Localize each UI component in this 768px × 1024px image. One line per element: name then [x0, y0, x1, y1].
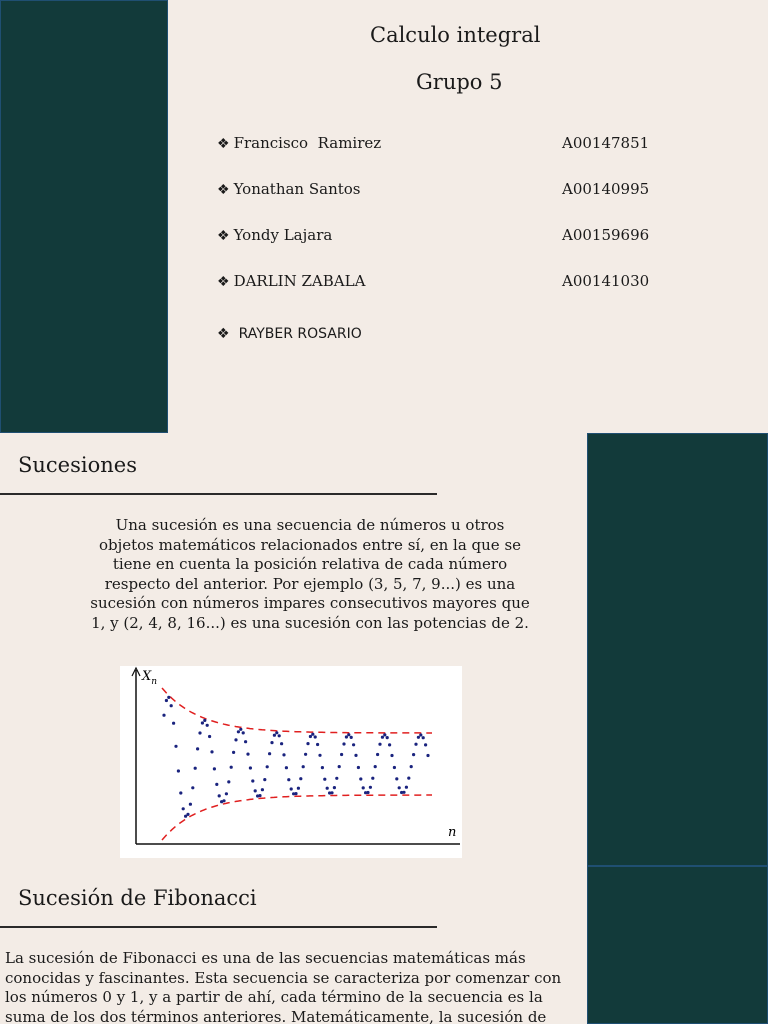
data-point — [302, 765, 305, 768]
data-point — [246, 753, 249, 756]
data-point — [244, 740, 247, 743]
data-point — [376, 753, 379, 756]
data-point — [424, 743, 427, 746]
data-point — [213, 767, 216, 770]
diamond-bullet-icon: ❖ — [217, 274, 230, 290]
data-point — [333, 786, 336, 789]
data-point — [390, 754, 393, 757]
data-point — [251, 779, 254, 782]
data-point — [374, 765, 377, 768]
member-id: A00140995 — [562, 180, 650, 198]
data-point — [290, 787, 293, 790]
data-point — [414, 743, 417, 746]
data-point — [321, 766, 324, 769]
data-point — [273, 734, 276, 737]
data-point — [386, 736, 389, 739]
data-point — [186, 813, 189, 816]
data-point — [311, 733, 314, 736]
data-point — [357, 766, 360, 769]
data-point — [426, 754, 429, 757]
member-row — [217, 226, 332, 244]
cover-slide — [0, 0, 768, 433]
diamond-bullet-icon: ❖ — [217, 136, 230, 152]
data-point — [419, 733, 422, 736]
data-point — [191, 786, 194, 789]
member-row — [217, 326, 362, 342]
fibonacci-side-panel — [587, 866, 768, 1024]
data-point — [422, 736, 425, 739]
data-point — [369, 786, 372, 789]
data-point — [234, 738, 237, 741]
data-point — [263, 778, 266, 781]
data-point — [362, 786, 365, 789]
data-point — [354, 754, 357, 757]
course-title: Calculo integral — [370, 23, 541, 47]
data-point — [412, 753, 415, 756]
data-point — [275, 731, 278, 734]
data-point — [162, 714, 165, 717]
data-point — [340, 753, 343, 756]
data-point — [227, 780, 230, 783]
cover-side-panel — [0, 0, 168, 433]
data-point — [266, 765, 269, 768]
data-point — [174, 745, 177, 748]
data-point — [287, 778, 290, 781]
member-name: Yondy Lajara — [233, 226, 333, 244]
data-point — [280, 742, 283, 745]
data-point — [268, 752, 271, 755]
data-point — [342, 742, 345, 745]
member-row — [217, 180, 361, 198]
data-point — [249, 766, 252, 769]
data-point — [208, 735, 211, 738]
data-point — [402, 791, 405, 794]
member-id: A00147851 — [562, 134, 650, 152]
data-point — [172, 722, 175, 725]
data-point — [330, 791, 333, 794]
data-point — [395, 777, 398, 780]
diamond-bullet-icon: ❖ — [217, 326, 230, 342]
data-point — [294, 792, 297, 795]
data-point — [254, 789, 257, 792]
member-id: A00159696 — [562, 226, 650, 244]
section-heading: Sucesión de Fibonacci — [18, 886, 257, 910]
member-row — [217, 272, 365, 290]
data-point — [405, 786, 408, 789]
data-point — [381, 736, 384, 739]
data-point — [309, 735, 312, 738]
data-point — [222, 799, 225, 802]
data-point — [203, 719, 206, 722]
data-point — [210, 750, 213, 753]
member-name: RAYBER ROSARIO — [238, 326, 362, 342]
data-point — [347, 733, 350, 736]
section-heading: Sucesiones — [18, 453, 137, 477]
data-point — [338, 765, 341, 768]
x-axis-label: n — [448, 825, 457, 840]
upper-envelope-line — [162, 688, 432, 733]
data-point — [258, 794, 261, 797]
data-point — [393, 766, 396, 769]
data-point — [383, 733, 386, 736]
data-point — [237, 730, 240, 733]
data-point — [189, 803, 192, 806]
data-point — [285, 766, 288, 769]
data-point — [270, 741, 273, 744]
data-point — [242, 731, 245, 734]
fibonacci-paragraph: La sucesión de Fibonacci es una de las secuencias matemáticas más conocidas y fascinantes. Esta secuencia se caracteriza por comenzar con los números 0 y 1, y a partir de ahí, cada término de la secuencia es la suma de los dos términos anteriores. Matemáticamente, la sucesión de — [5, 949, 562, 1024]
sucesiones-paragraph: Una sucesión es una secuencia de números u otros objetos matemáticos relacionados entre sí, en la que se tiene en cuenta la posición relativa de cada número respecto del anterior. Por ejemplo (3, 5, 7, 9...) es una sucesión con números impares consecutivos mayores que 1, y (2, 4, 8, 16...) es una sucesión con las potencias de 2. — [90, 516, 530, 632]
data-point — [261, 788, 264, 791]
diamond-bullet-icon: ❖ — [217, 182, 230, 198]
data-point — [326, 787, 329, 790]
data-point — [167, 696, 170, 699]
member-row — [217, 134, 381, 152]
data-point — [350, 736, 353, 739]
data-point — [215, 783, 218, 786]
data-point — [218, 794, 221, 797]
data-point — [371, 777, 374, 780]
data-point — [304, 753, 307, 756]
data-point — [314, 735, 317, 738]
data-point — [179, 791, 182, 794]
data-point — [239, 728, 242, 731]
data-point — [297, 787, 300, 790]
data-point — [201, 721, 204, 724]
data-point — [198, 731, 201, 734]
data-point — [407, 777, 410, 780]
data-point — [299, 777, 302, 780]
sucesiones-side-panel — [587, 433, 768, 866]
data-point — [196, 747, 199, 750]
y-axis-label: $X_n$ — [142, 669, 158, 687]
data-point — [165, 699, 168, 702]
heading-underline — [0, 926, 437, 928]
data-point — [282, 753, 285, 756]
lower-envelope-line — [162, 795, 432, 840]
data-point — [366, 791, 369, 794]
fibonacci-slide — [0, 866, 768, 1024]
data-point — [417, 736, 420, 739]
sequence-chart-svg — [120, 666, 462, 858]
data-point — [232, 751, 235, 754]
data-point — [177, 769, 180, 772]
data-point — [225, 792, 228, 795]
member-name: Francisco Ramirez — [233, 134, 382, 152]
sequence-chart — [120, 666, 462, 858]
data-point — [378, 743, 381, 746]
data-point — [335, 777, 338, 780]
data-point — [316, 743, 319, 746]
data-point — [194, 767, 197, 770]
data-point — [318, 754, 321, 757]
group-title: Grupo 5 — [416, 70, 503, 94]
data-point — [398, 786, 401, 789]
data-point — [206, 724, 209, 727]
data-point — [323, 778, 326, 781]
member-id: A00141030 — [562, 272, 650, 290]
data-point — [345, 735, 348, 738]
data-point — [182, 807, 185, 810]
data-point — [230, 766, 233, 769]
data-point — [388, 743, 391, 746]
member-name: DARLIN ZABALA — [233, 272, 366, 290]
data-point — [359, 777, 362, 780]
data-point — [170, 704, 173, 707]
sucesiones-slide — [0, 433, 768, 866]
data-point — [352, 743, 355, 746]
data-point — [306, 742, 309, 745]
data-point — [410, 765, 413, 768]
member-name: Yonathan Santos — [233, 180, 361, 198]
diamond-bullet-icon: ❖ — [217, 228, 230, 244]
data-point — [278, 734, 281, 737]
heading-underline — [0, 493, 437, 495]
